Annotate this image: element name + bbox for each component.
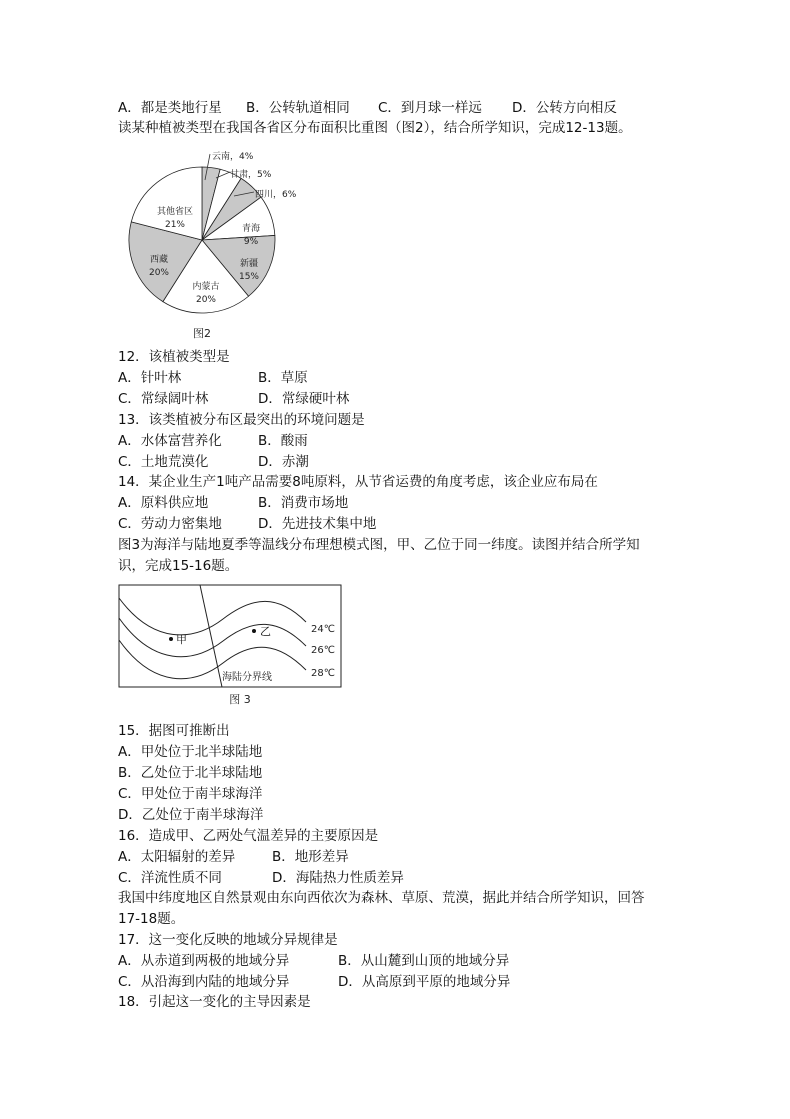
label-other: 其他省区 xyxy=(156,207,194,217)
figure-2-caption: 图2 xyxy=(193,327,211,340)
figure-2-pie-chart xyxy=(118,144,318,344)
intro-15-16-line2: 识，完成15-16题。 xyxy=(118,558,239,574)
intro-15-16-line1: 图3为海洋与陆地夏季等温线分布理想模式图，甲、乙位于同一纬度。读图并结合所学知 xyxy=(118,537,640,553)
figure-3-isotherm-diagram xyxy=(118,584,344,708)
q14-option-c: C．劳动力密集地 xyxy=(118,516,222,532)
label-qinghai-pct: 9% xyxy=(243,237,259,247)
label-xinjiang-pct: 15% xyxy=(238,272,260,282)
q16-option-d: D．海陆热力性质差异 xyxy=(272,870,404,886)
iso-label-28: 28℃ xyxy=(311,668,335,679)
q15-option-a: A．甲处位于北半球陆地 xyxy=(118,744,263,760)
q11-option-d: D．公转方向相反 xyxy=(512,100,617,116)
question-16: 16．造成甲、乙两处气温差异的主要原因是 xyxy=(118,828,379,844)
point-jia-label: 甲 xyxy=(176,633,187,646)
question-13: 13．该类植被分布区最突出的环境问题是 xyxy=(118,412,365,428)
q13-option-a: A．水体富营养化 xyxy=(118,433,222,449)
q13-option-b: B．酸雨 xyxy=(258,433,308,449)
point-yi-dot xyxy=(252,629,256,633)
label-gansu: 甘肃，5% xyxy=(230,170,272,180)
q17-option-b: B．从山麓到山顶的地域分异 xyxy=(338,953,510,969)
intro-17-18-line1: 我国中纬度地区自然景观由东向西依次为森林、草原、荒漠，据此并结合所学知识，回答 xyxy=(118,890,645,906)
label-sichuan: 四川，6% xyxy=(255,190,297,200)
iso-label-26: 26℃ xyxy=(311,645,335,656)
q17-option-c: C．从沿海到内陆的地域分异 xyxy=(118,974,290,990)
label-yunnan: 云南，4% xyxy=(212,152,254,162)
label-neimenggu-pct: 20% xyxy=(195,295,217,305)
q11-option-c: C．到月球一样远 xyxy=(378,100,482,116)
q12-option-a: A．针叶林 xyxy=(118,370,182,386)
q14-option-b: B．消费市场地 xyxy=(258,495,349,511)
q13-option-d: D．赤潮 xyxy=(258,454,309,470)
label-other-pct: 21% xyxy=(164,220,186,230)
label-qinghai: 青海 xyxy=(241,224,261,234)
point-jia-dot xyxy=(169,637,173,641)
q12-option-b: B．草原 xyxy=(258,370,308,386)
label-neimenggu: 内蒙古 xyxy=(192,282,220,292)
q15-option-b: B．乙处位于北半球陆地 xyxy=(118,765,263,781)
point-yi-label: 乙 xyxy=(260,625,271,638)
q16-option-b: B．地形差异 xyxy=(272,849,349,865)
question-17: 17．这一变化反映的地域分异规律是 xyxy=(118,932,338,948)
q11-option-b: B．公转轨道相同 xyxy=(246,100,350,116)
q14-option-a: A．原料供应地 xyxy=(118,495,209,511)
q12-option-d: D．常绿硬叶林 xyxy=(258,391,350,407)
question-18: 18．引起这一变化的主导因素是 xyxy=(118,994,311,1010)
question-14: 14．某企业生产1吨产品需要8吨原料，从节省运费的角度考虑，该企业应布局在 xyxy=(118,474,598,490)
q13-option-c: C．土地荒漠化 xyxy=(118,454,209,470)
question-12: 12．该植被类型是 xyxy=(118,349,230,365)
q16-option-c: C．洋流性质不同 xyxy=(118,870,222,886)
q14-option-d: D．先进技术集中地 xyxy=(258,516,377,532)
figure-3-caption: 图 3 xyxy=(229,693,251,706)
q16-option-a: A．太阳辐射的差异 xyxy=(118,849,236,865)
intro-12-13: 读某种植被类型在我国各省区分布面积比重图（图2），结合所学知识，完成12-13题。 xyxy=(118,120,632,136)
question-15: 15．据图可推断出 xyxy=(118,723,230,739)
boundary-label: 海陆分界线 xyxy=(222,672,272,683)
label-xizang: 西藏 xyxy=(149,255,169,265)
intro-17-18-line2: 17-18题。 xyxy=(118,911,185,927)
q17-option-d: D．从高原到平原的地域分异 xyxy=(338,974,511,990)
q15-option-d: D．乙处位于南半球海洋 xyxy=(118,807,264,823)
label-xizang-pct: 20% xyxy=(148,268,170,278)
iso-label-24: 24℃ xyxy=(311,624,335,635)
q12-option-c: C．常绿阔叶林 xyxy=(118,391,209,407)
q11-option-a: A．都是类地行星 xyxy=(118,100,222,116)
label-xinjiang: 新疆 xyxy=(239,259,259,269)
q15-option-c: C．甲处位于南半球海洋 xyxy=(118,786,263,802)
q17-option-a: A．从赤道到两极的地域分异 xyxy=(118,953,290,969)
